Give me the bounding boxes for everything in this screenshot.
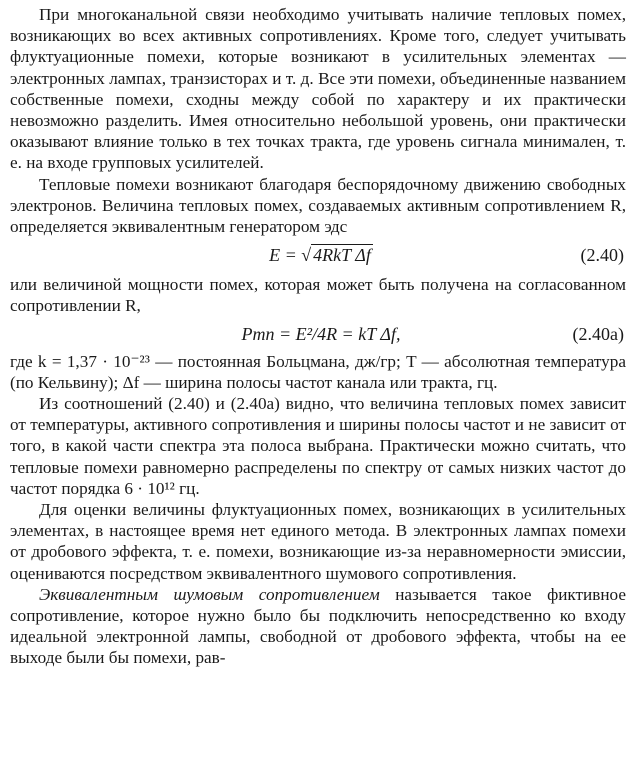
equation-2-40a	[0, 317, 642, 351]
equation-2-40	[0, 237, 642, 274]
paragraph-equivalent-resistance	[0, 584, 642, 669]
equation-2-40a-formula: Pтп = E²/4R = kT Δf,	[241, 323, 401, 344]
term-equivalent-noise-resistance: Эквивалентным шумовым сопротивлением	[39, 584, 380, 604]
paragraph-fluctuation: Для оценки величины флуктуационных помех, возникающих в усилительных элементах, в настоящее время нет единого метода. В электронных лампах помехи от дробового эффекта, т. е. помехи, возникающие из-за неравномерности эмиссии, оцениваются посредством эквивалентного шумового сопротивления.	[10, 500, 626, 583]
sqrt-symbol: √	[301, 245, 312, 266]
equation-2-40-number: (2.40)	[580, 245, 624, 266]
paragraph-intro: При многоканальной связи необходимо учитывать наличие тепловых помех, возникающих во всех активных сопротивлениях. Кроме того, следует учитывать флуктуационные помехи, которые возникают в усилительных элементах — электронных лампах, транзисторах и т. д. Все эти помехи, объединенные названием собственные помехи, сходны между собой по характеру и их практически невозможно разделить. Имея относительно небольшой уровень, они практически оказывают влияние только в тех точках тракта, где уровень сигнала минимален, т. е. на входе групповых усилителей.	[10, 5, 626, 173]
equation-2-40-radicand: 4RkT Δf	[313, 245, 371, 266]
definition-text: называется такое фиктивное сопротивление, которое нужно было бы подключить непосредственно ко входу идеальной электронной лампы, свободной от дробового эффекта, чтобы на ее выходе были бы помехи, рав-	[10, 584, 626, 668]
equation-2-40-lhs: E =	[269, 245, 302, 266]
paragraph-power: или величиной мощности помех, которая может быть получена на согласованном сопротивлении R,	[10, 275, 626, 316]
paragraph-constants: где k = 1,37 · 10⁻²³ — постоянная Больцмана, дж/гр; T — абсолютная температура (по Кельвину); Δf — ширина полосы частот канала или тракта, гц.	[10, 351, 626, 392]
equation-2-40a-number: (2.40а)	[572, 323, 624, 344]
paragraph-relations: Из соотношений (2.40) и (2.40а) видно, что величина тепловых помех зависит от температуры, активного сопротивления и ширины полосы частот и не зависит от того, в какой части спектра эта полоса выбрана. Практически можно считать, что тепловые помехи равномерно распределены по спектру от самых низких частот до частот порядка 6 · 10¹² гц.	[10, 394, 626, 498]
paragraph-thermal-noise: Тепловые помехи возникают благодаря беспорядочному движению свободных электронов. Величина тепловых помех, создаваемых активным сопротивлением R, определяется эквивалентным генератором эдс	[10, 174, 626, 237]
equation-2-40-formula	[0, 237, 642, 274]
